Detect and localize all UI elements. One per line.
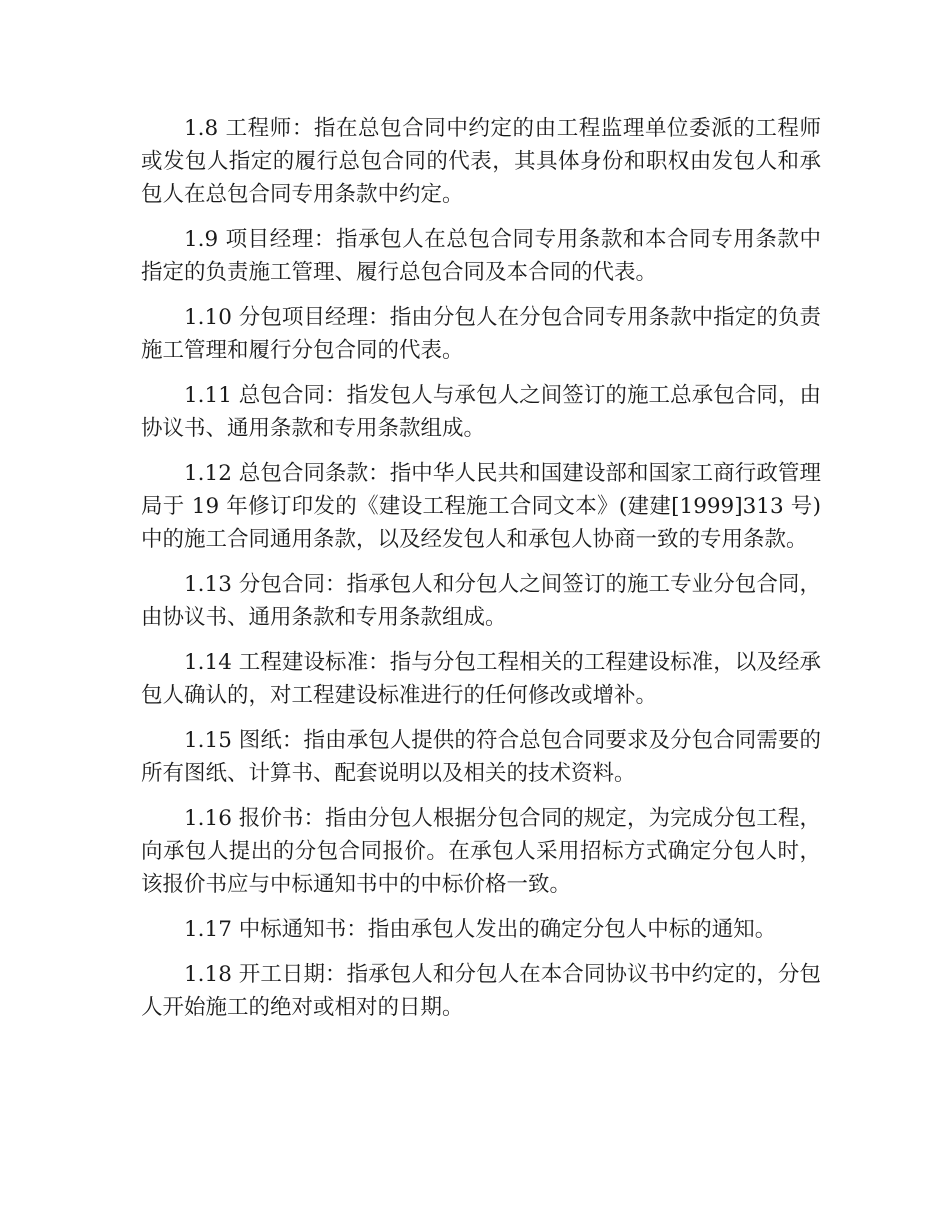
clause-1-13: 1.13 分包合同：指承包人和分包人之间签订的施工专业分包合同，由协议书、通用条款和专用条款组成。 bbox=[141, 572, 821, 630]
clause-1-12: 1.12 总包合同条款：指中华人民共和国建设部和国家工商行政管理局于 19 年修订印发的《建设工程施工合同文本》(建建[1999]313 号)中的施工合同通用条款，以及经发包人和承包人协商一致的专用条款。 bbox=[141, 461, 821, 552]
clause-1-10: 1.10 分包项目经理：指由分包人在分包合同专用条款中指定的负责施工管理和履行分包合同的代表。 bbox=[141, 305, 821, 363]
clause-1-17: 1.17 中标通知书：指由承包人发出的确定分包人中标的通知。 bbox=[184, 917, 777, 942]
clause-1-11: 1.11 总包合同：指发包人与承包人之间签订的施工总承包合同，由协议书、通用条款和专用条款组成。 bbox=[141, 383, 821, 441]
clause-1-18: 1.18 开工日期：指承包人和分包人在本合同协议书中约定的，分包人开始施工的绝对或相对的日期。 bbox=[141, 962, 821, 1020]
clause-1-14: 1.14 工程建设标准：指与分包工程相关的工程建设标准，以及经承包人确认的，对工程建设标准进行的任何修改或增补。 bbox=[141, 650, 821, 708]
clause-1-8: 1.8 工程师：指在总包合同中约定的由工程监理单位委派的工程师或发包人指定的履行总包合同的代表，其具体身份和职权由发包人和承包人在总包合同专用条款中约定。 bbox=[141, 116, 821, 207]
document-body bbox=[141, 112, 821, 1024]
clause-1-15: 1.15 图纸：指由承包人提供的符合总包合同要求及分包合同需要的所有图纸、计算书、配套说明以及相关的技术资料。 bbox=[141, 728, 821, 786]
clause-1-9: 1.9 项目经理：指承包人在总包合同专用条款和本合同专用条款中指定的负责施工管理、履行总包合同及本合同的代表。 bbox=[141, 227, 821, 285]
clause-1-16: 1.16 报价书：指由分包人根据分包合同的规定，为完成分包工程，向承包人提出的分包合同报价。在承包人采用招标方式确定分包人时，该报价书应与中标通知书中的中标价格一致。 bbox=[141, 806, 821, 897]
